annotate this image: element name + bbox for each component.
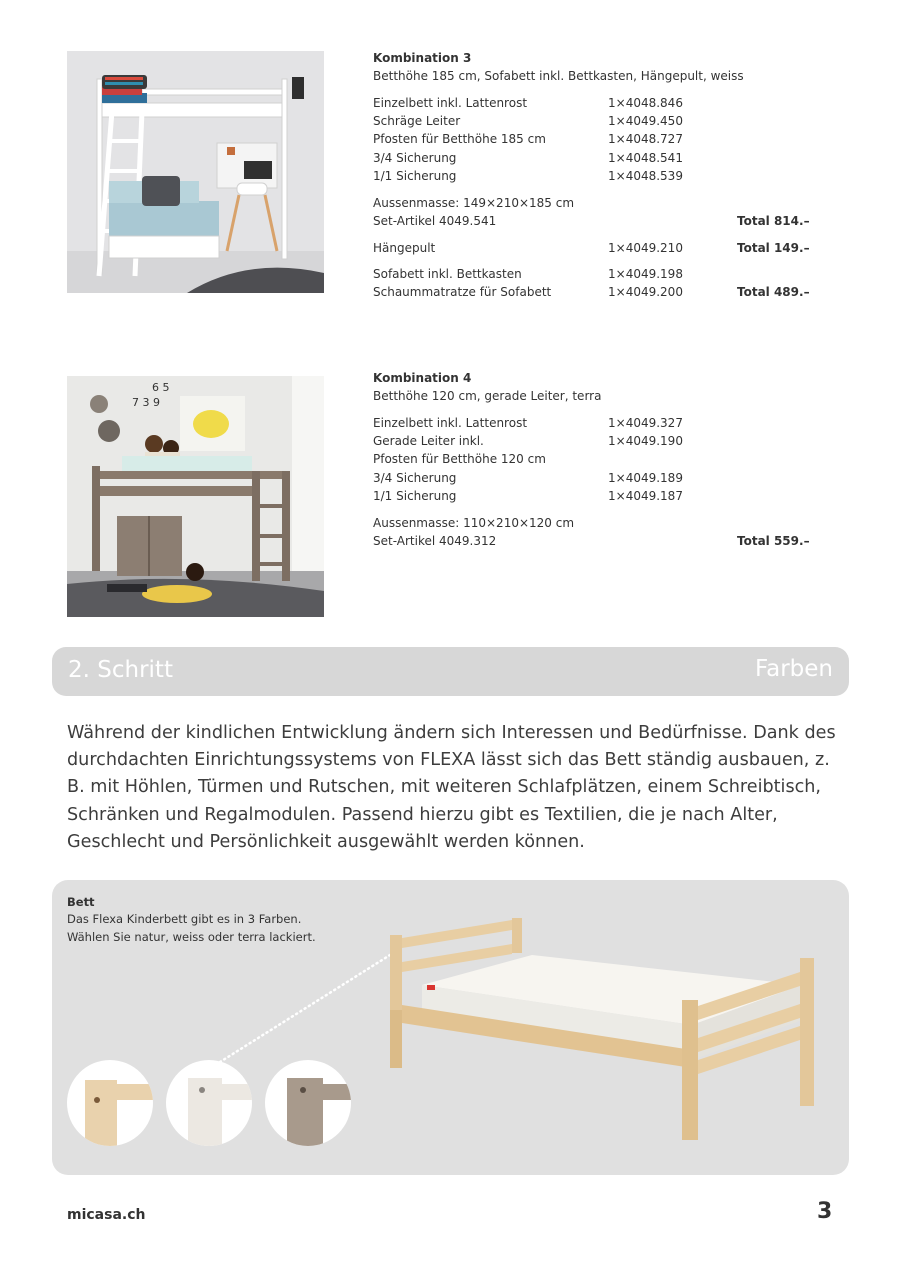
photo-kombination-4 [67, 376, 324, 617]
item-article: 1×4049.187 [608, 488, 683, 503]
table-row [373, 487, 813, 505]
item-name: 3/4 Sicherung [373, 470, 457, 485]
item-name: Aussenmasse: 149×210×185 cm [373, 195, 575, 210]
item-total: Total 149.– [737, 240, 810, 255]
item-name: Schräge Leiter [373, 114, 461, 129]
item-article: 1×4048.727 [608, 132, 683, 147]
bed-natur-illustration [382, 910, 832, 1150]
item-article: 1×4049.189 [608, 470, 683, 485]
item-article: 1×4049.210 [608, 240, 683, 255]
table-row [373, 130, 813, 148]
item-name: 3/4 Sicherung [373, 150, 457, 165]
step-banner [52, 647, 849, 696]
kombination-3-title: Kombination 3 [373, 51, 472, 65]
item-name: Hängepult [373, 240, 436, 255]
item-name: 1/1 Sicherung [373, 168, 457, 183]
item-name: Set-Artikel 4049.312 [373, 533, 497, 548]
item-article: 1×4048.539 [608, 168, 683, 183]
table-row [373, 450, 813, 468]
svg-text:7 3 9: 7 3 9 [132, 396, 160, 409]
bett-color-panel [52, 880, 849, 1175]
table-row [373, 283, 813, 301]
item-total: Total 814.– [737, 213, 810, 228]
page-number: 3 [817, 1199, 833, 1224]
item-article: 1×4049.200 [608, 285, 683, 300]
item-name: Sofabett inkl. Bettkasten [373, 267, 522, 282]
item-name: Einzelbett inkl. Lattenrost [373, 416, 528, 430]
table-row [373, 265, 813, 283]
table-row [373, 149, 813, 167]
item-article: 1×4049.327 [608, 416, 683, 430]
item-article: 1×4048.541 [608, 150, 683, 165]
kombination-4-block [373, 369, 813, 550]
table-row [373, 112, 813, 130]
kombination-3-subtitle: Betthöhe 185 cm, Sofabett inkl. Bettkasten, Hängepult, weiss [373, 69, 744, 84]
intro-paragraph: Während der kindlichen Entwicklung ändern sich Interessen und Bedürfnisse. Dank des durchdachten Einrichtungssystems von FLEXA lässt sich das Bett ständig ausbauen, z. B. mit Höhlen, Türmen und Rutschen, mit weiteren Schlafplätzen, einem Schreibtisch, Schränken und Regalmodulen. Passend hierzu gibt es Textilien, die je nach Alter, Geschlecht und Persönlichkeit ausgewählt werden können. [67, 723, 836, 852]
swatch-terra [265, 1060, 351, 1146]
table-row [373, 414, 813, 432]
item-article: 1×4049.198 [608, 267, 683, 282]
svg-text:6 5: 6 5 [152, 381, 170, 394]
swatch-weiss [166, 1060, 252, 1146]
item-name: Aussenmasse: 110×210×120 cm [373, 515, 575, 530]
item-name: Schaummatratze für Sofabett [373, 285, 552, 300]
table-row [373, 532, 813, 550]
item-total: Total 489.– [737, 285, 810, 300]
item-name: Gerade Leiter inkl. [373, 434, 484, 449]
bett-desc-line-2: Wählen Sie natur, weiss oder terra lackiert. [67, 930, 316, 944]
bett-desc-line-1: Das Flexa Kinderbett gibt es in 3 Farben. [67, 912, 302, 926]
step-topic: Farben [755, 656, 833, 682]
item-article: 1×4049.450 [608, 114, 683, 129]
item-total: Total 559.– [737, 533, 810, 548]
photo-kombination-3 [67, 51, 324, 293]
item-name: Pfosten für Betthöhe 185 cm [373, 132, 546, 147]
table-row [373, 432, 813, 450]
table-row [373, 514, 813, 532]
table-row [373, 469, 813, 487]
item-name: Einzelbett inkl. Lattenrost [373, 96, 528, 110]
item-article: 1×4049.190 [608, 434, 683, 449]
table-row [373, 194, 813, 212]
step-label: 2. Schritt [68, 657, 173, 683]
table-row [373, 167, 813, 185]
item-name: 1/1 Sicherung [373, 488, 457, 503]
table-row [373, 212, 813, 230]
item-name: Pfosten für Betthöhe 120 cm [373, 452, 546, 467]
table-row [373, 239, 813, 257]
footer-url: micasa.ch [67, 1207, 146, 1223]
kombination-3-block [373, 49, 813, 302]
kombination-4-title: Kombination 4 [373, 371, 472, 385]
kombination-4-subtitle: Betthöhe 120 cm, gerade Leiter, terra [373, 389, 602, 404]
item-article: 1×4048.846 [608, 96, 683, 110]
bett-title: Bett [67, 895, 95, 909]
swatch-natur [67, 1060, 153, 1146]
item-name: Set-Artikel 4049.541 [373, 213, 497, 228]
table-row [373, 94, 813, 112]
